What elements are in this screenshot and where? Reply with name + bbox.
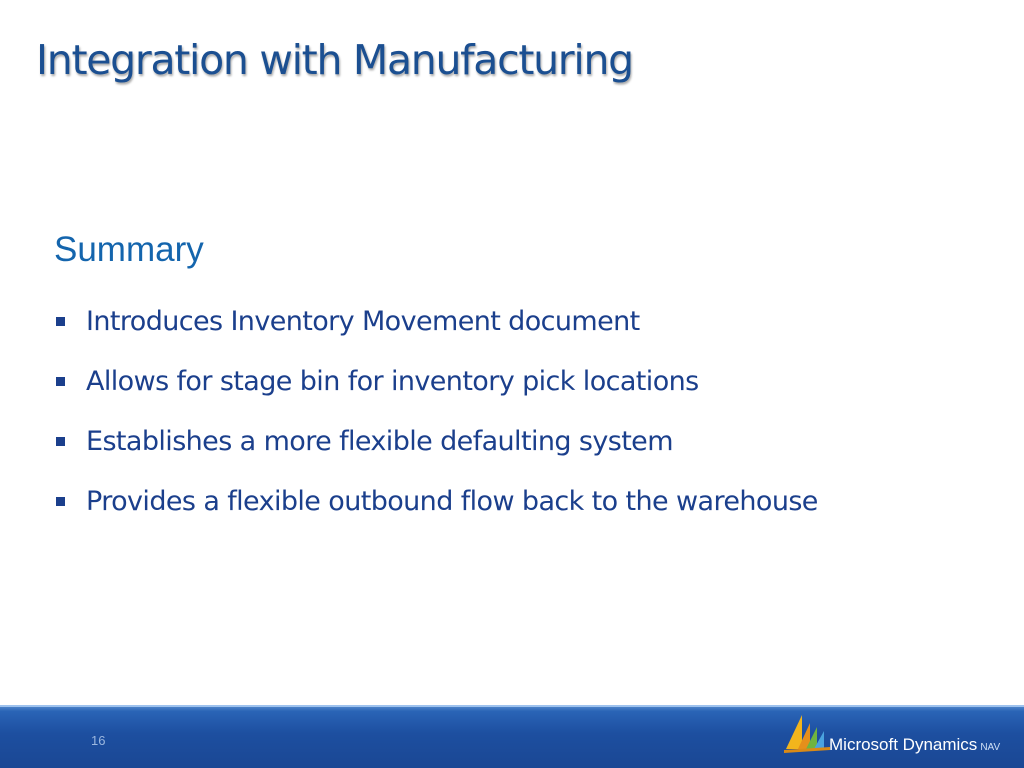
dynamics-logo-icon xyxy=(784,709,830,753)
brand-suffix: NAV xyxy=(980,742,1001,753)
square-bullet-icon xyxy=(56,437,65,446)
brand-name xyxy=(829,735,1000,755)
microsoft-dynamics-logo xyxy=(784,709,1024,759)
bullet-item xyxy=(54,412,994,472)
bullet-text: Provides a flexible outbound flow back to the warehouse xyxy=(86,486,818,517)
footer-highlight xyxy=(0,705,1024,707)
bullet-text: Allows for stage bin for inventory pick locations xyxy=(86,366,699,397)
bullet-list xyxy=(54,292,994,532)
bullet-item xyxy=(54,472,994,532)
square-bullet-icon xyxy=(56,317,65,326)
square-bullet-icon xyxy=(56,377,65,386)
section-heading: Summary xyxy=(54,230,204,269)
slide-title: Integration with Manufacturing xyxy=(36,36,633,84)
bullet-item xyxy=(54,292,994,352)
bullet-text: Introduces Inventory Movement document xyxy=(86,306,640,337)
square-bullet-icon xyxy=(56,497,65,506)
bullet-text: Establishes a more flexible defaulting system xyxy=(86,426,673,457)
page-number: 16 xyxy=(91,733,106,748)
bullet-item xyxy=(54,352,994,412)
slide-content xyxy=(54,224,994,532)
footer-bar xyxy=(0,705,1024,768)
brand-name-text: Microsoft Dynamics xyxy=(829,735,978,754)
